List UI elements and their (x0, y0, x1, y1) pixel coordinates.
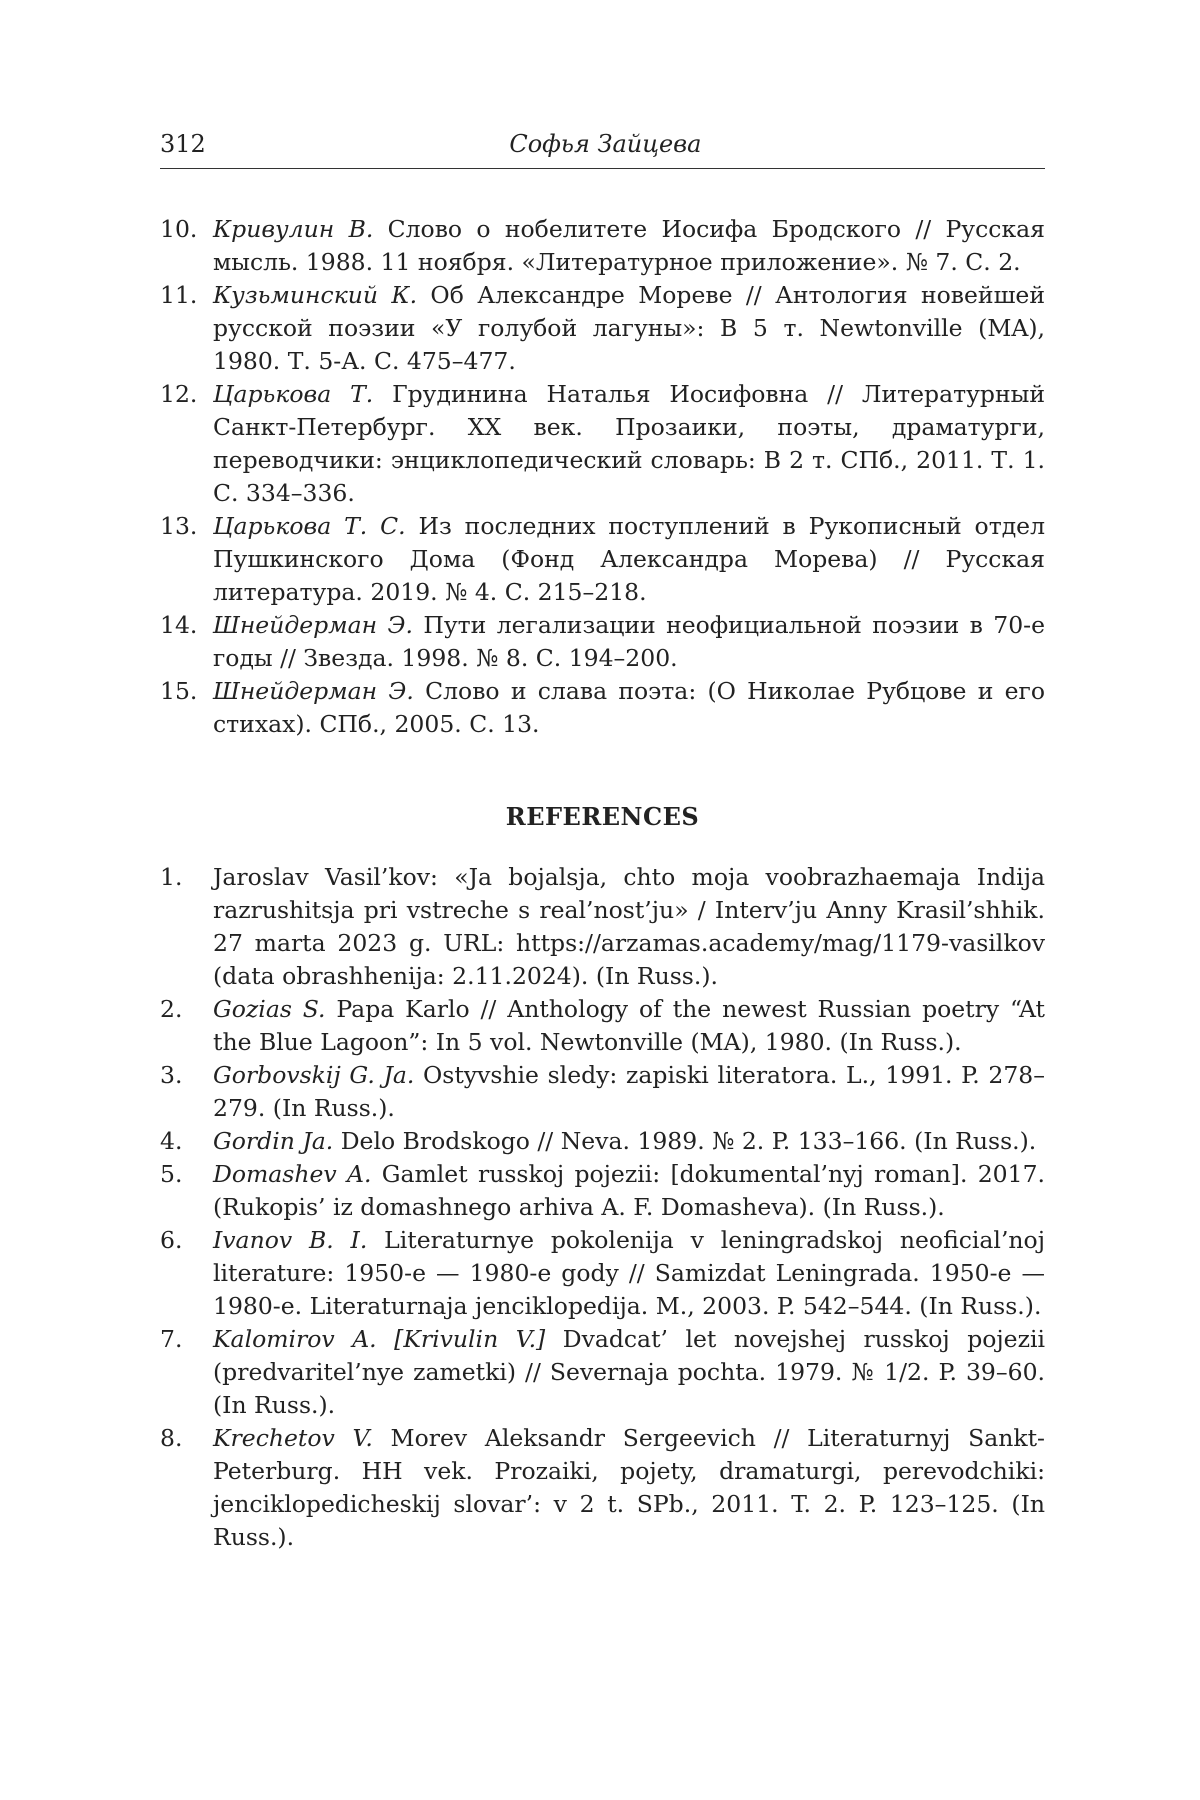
reference-text: Papa Karlo // Anthology of the newest Russian poetry “At the Blue Lagoon”: In 5 vol. Newtonville (MA), 1980. (In Russ.). (213, 995, 1045, 1056)
reference-item (160, 279, 1045, 378)
reference-number: 2. (160, 993, 208, 1026)
reference-number: 15. (160, 675, 208, 708)
reference-author: Шнейдерман Э. (213, 611, 413, 639)
reference-author: Domashev A. (213, 1160, 371, 1188)
reference-text: Dvadcat’ let novejshej russkoj pojezii (predvaritel’nye zametki) // Severnaja pochta. 1979. № 1/2. P. 39–60. (In Russ.). (213, 1325, 1045, 1419)
reference-text: Слово и слава поэта: (О Николае Рубцове и его стихах). СПб., 2005. С. 13. (213, 677, 1045, 738)
reference-number: 1. (160, 861, 208, 894)
reference-text: Jaroslav Vasil’kov: «Ja bojalsja, chto moja voobrazhaemaja Indija razrushitsja pri vstreche s real’nost’ju» / Interv’ju Anny Krasil’shhik. 27 marta 2023 g. URL: https://arzamas.academy/mag/1179-vasilkov (data obrashhenija: 2.11.2024). (In Russ.). (213, 863, 1045, 990)
reference-text: Из последних поступлений в Рукописный отдел Пушкинского Дома (Фонд Александра Морева) // Русская литература. 2019. № 4. С. 215–218. (213, 512, 1045, 606)
reference-number: 5. (160, 1158, 208, 1191)
reference-number: 12. (160, 378, 208, 411)
reference-author: Gozias S. (213, 995, 326, 1023)
reference-author: Кривулин В. (213, 215, 373, 243)
russian-reference-list (160, 213, 1045, 741)
reference-item (160, 861, 1045, 993)
reference-item (160, 378, 1045, 510)
reference-number: 13. (160, 510, 208, 543)
reference-author: Царькова Т. (213, 380, 373, 408)
running-header (160, 128, 1045, 169)
running-title: Софья Зайцева (206, 128, 1005, 160)
reference-item (160, 1059, 1045, 1125)
reference-item (160, 1323, 1045, 1422)
reference-item (160, 213, 1045, 279)
reference-item (160, 609, 1045, 675)
reference-text: Ostyvshie sledy: zapiski literatora. L., 1991. P. 278–279. (In Russ.). (213, 1061, 1045, 1122)
reference-author: Шнейдерман Э. (213, 677, 414, 705)
page (160, 128, 1045, 1554)
reference-text: Пути легализации неофициальной поэзии в 70-е годы // Звезда. 1998. № 8. С. 194–200. (213, 611, 1045, 672)
reference-number: 7. (160, 1323, 208, 1356)
reference-text: Об Александре Мореве // Антология новейшей русской поэзии «У голубой лагуны»: В 5 т. Newtonville (MA), 1980. Т. 5-А. С. 475–477. (213, 281, 1045, 375)
reference-number: 6. (160, 1224, 208, 1257)
reference-author: Кузьминский К. (213, 281, 417, 309)
reference-item (160, 675, 1045, 741)
references-list (160, 861, 1045, 1554)
reference-number: 11. (160, 279, 208, 312)
reference-number: 8. (160, 1422, 208, 1455)
reference-number: 14. (160, 609, 208, 642)
reference-number: 10. (160, 213, 208, 246)
reference-author: Krechetov V. (213, 1424, 373, 1452)
reference-text: Слово о нобелитете Иосифа Бродского // Русская мысль. 1988. 11 ноября. «Литературное приложение». № 7. С. 2. (213, 215, 1045, 276)
reference-author: Ivanov B. I. (213, 1226, 367, 1254)
reference-text: Gamlet russkoj pojezii: [dokumental’nyj roman]. 2017. (Rukopis’ iz domashnego arhiva A. F. Domasheva). (In Russ.). (213, 1160, 1045, 1221)
reference-author: Царькова Т. С. (213, 512, 406, 540)
reference-author: Kalomirov A. [Krivulin V.] (213, 1325, 545, 1353)
reference-number: 3. (160, 1059, 208, 1092)
reference-item (160, 1158, 1045, 1224)
reference-item (160, 1422, 1045, 1554)
reference-item (160, 1125, 1045, 1158)
page-number: 312 (160, 128, 206, 160)
reference-author: Gorbovskij G. Ja. (213, 1061, 414, 1089)
reference-text: Грудинина Наталья Иосифовна // Литературный Санкт-Петербург. ХХ век. Прозаики, поэты, драматурги, переводчики: энциклопедический словарь: В 2 т. СПб., 2011. Т. 1. С. 334–336. (213, 380, 1045, 507)
reference-author: Gordin Ja. (213, 1127, 333, 1155)
reference-text: Literaturnye pokolenija v leningradskoj neoficial’noj literature: 1950-e — 1980-e gody // Samizdat Leningrada. 1950-e — 1980-e. Literaturnaja jenciklopedija. M., 2003. P. 542–544. (In Russ.). (213, 1226, 1045, 1320)
reference-item (160, 993, 1045, 1059)
reference-item (160, 1224, 1045, 1323)
reference-text: Morev Aleksandr Sergeevich // Literaturnyj Sankt-Peterburg. HH vek. Prozaiki, pojety, dramaturgi, perevodchiki: jenciklopedicheskij slovar’: v 2 t. SPb., 2011. T. 2. P. 123–125. (In Russ.). (213, 1424, 1045, 1551)
references-heading: REFERENCES (160, 801, 1045, 833)
reference-item (160, 510, 1045, 609)
reference-number: 4. (160, 1125, 208, 1158)
reference-text: Delo Brodskogo // Neva. 1989. № 2. P. 133–166. (In Russ.). (333, 1127, 1036, 1155)
